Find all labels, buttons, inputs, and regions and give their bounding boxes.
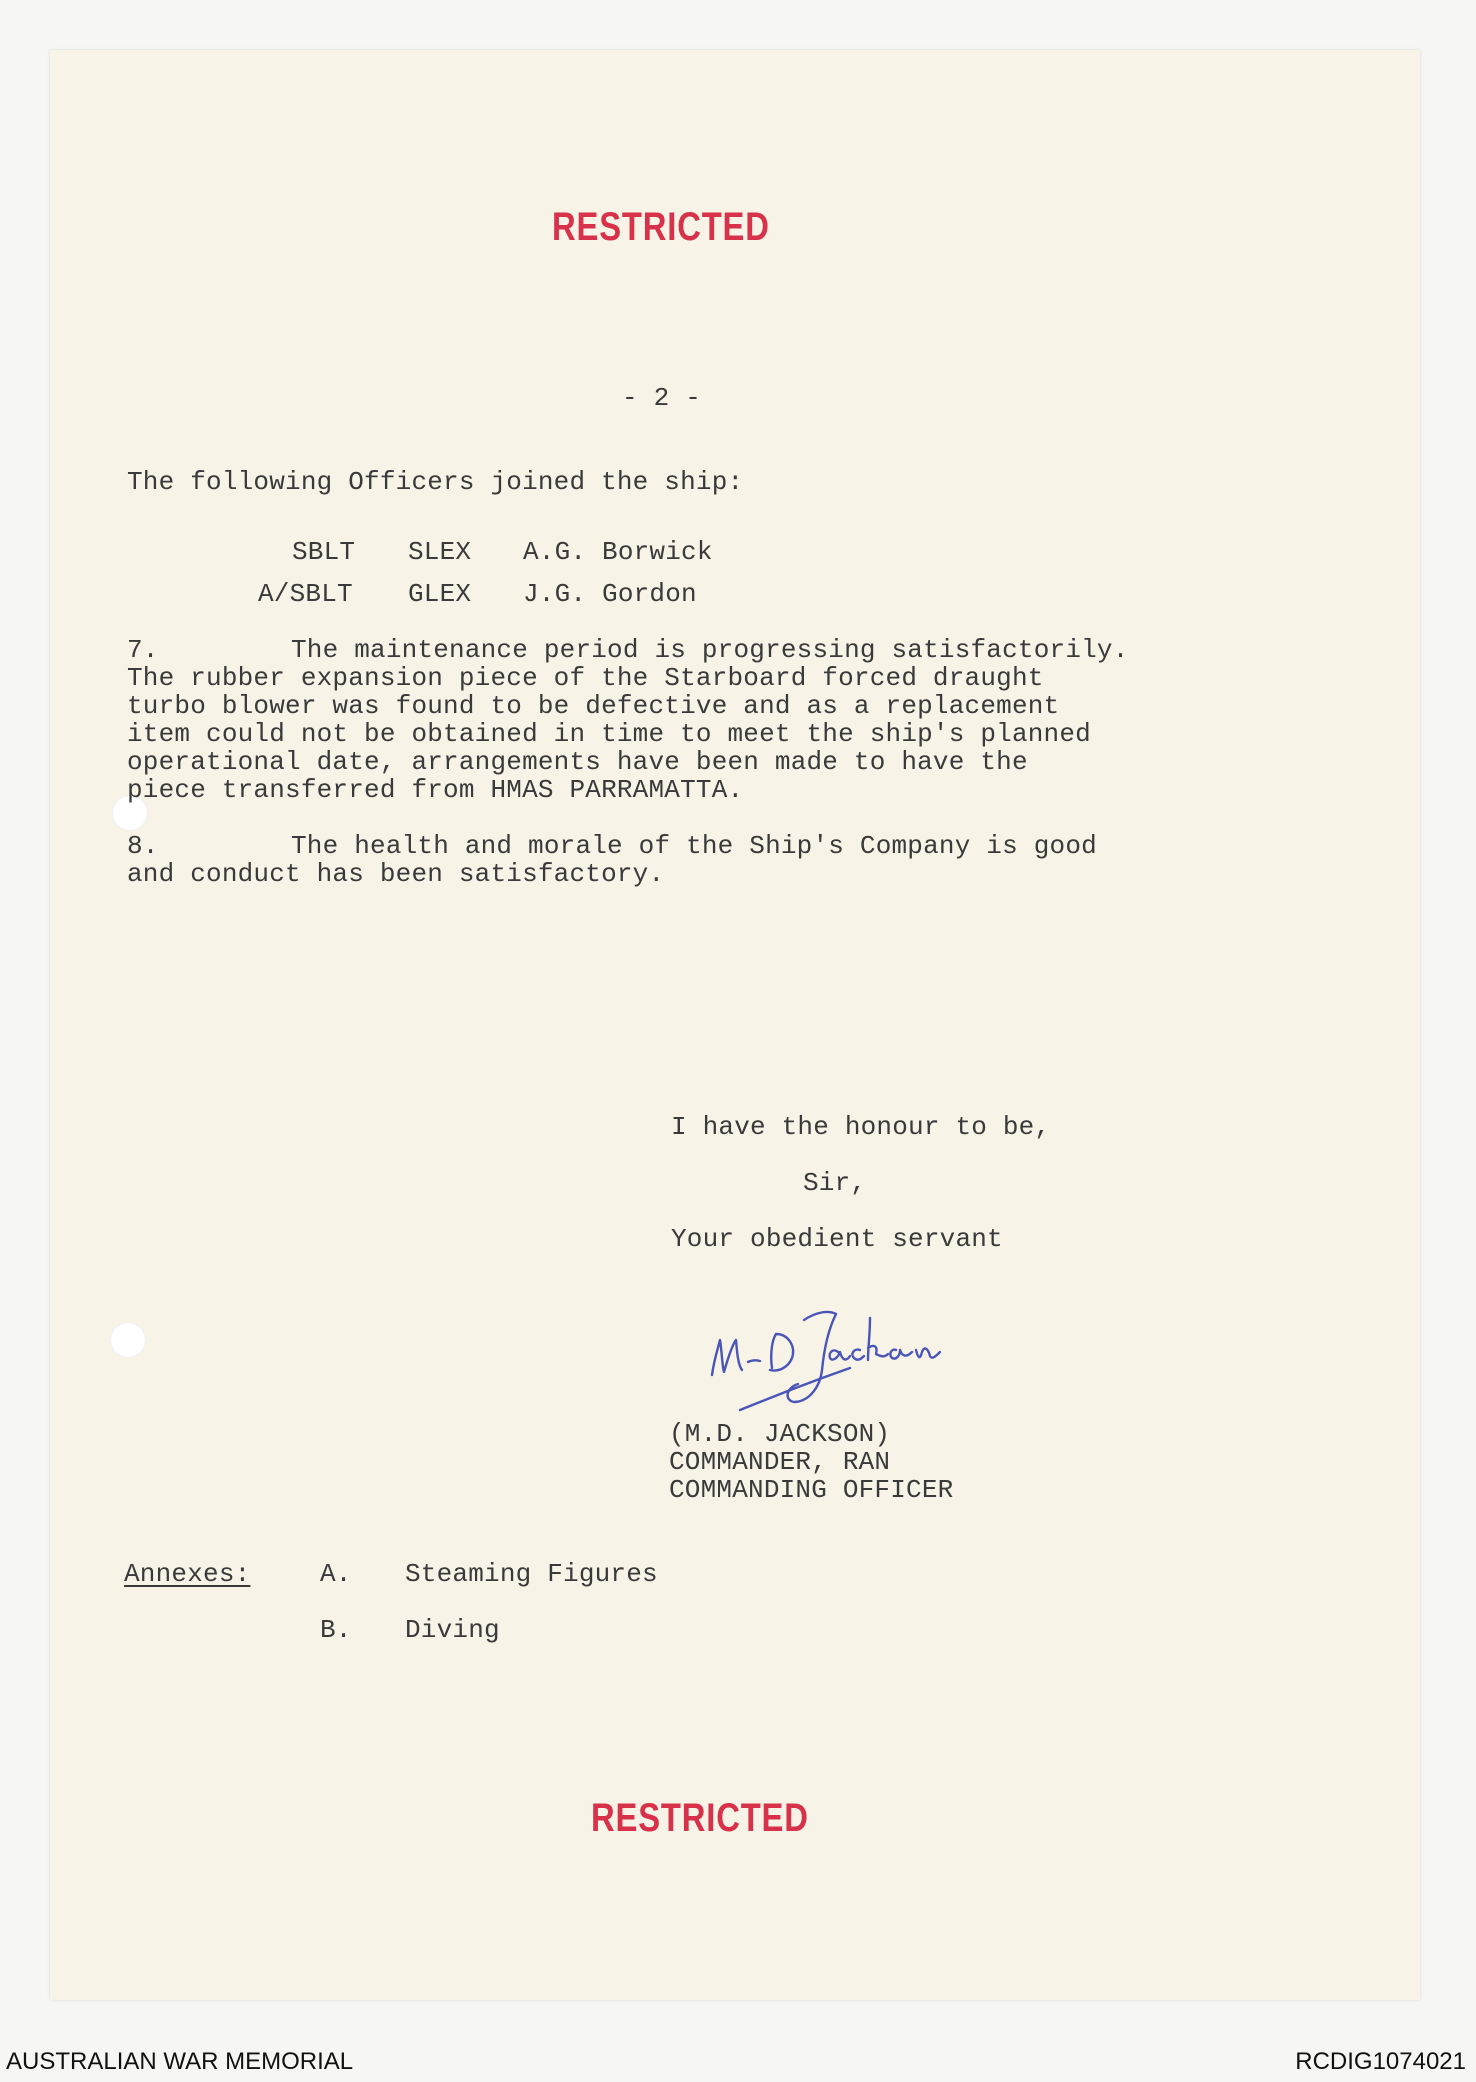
annex-letter: B. bbox=[320, 1615, 352, 1645]
handwritten-signature bbox=[700, 1290, 970, 1430]
signatory-name: (M.D. JACKSON) bbox=[669, 1419, 891, 1449]
paragraph-7-line: The maintenance period is progressing satisfactorily. bbox=[291, 635, 1129, 665]
restricted-stamp-top: RESTRICTED bbox=[552, 205, 770, 249]
page-number: - 2 - bbox=[622, 383, 702, 413]
paragraph-8-number: 8. bbox=[127, 831, 159, 861]
closing-line-1: I have the honour to be, bbox=[671, 1112, 1051, 1142]
paragraph-7-line: The rubber expansion piece of the Starboard forced draught bbox=[127, 663, 1044, 693]
restricted-stamp-bottom: RESTRICTED bbox=[591, 1796, 809, 1840]
footer-archive-name: AUSTRALIAN WAR MEMORIAL bbox=[6, 2048, 354, 2075]
paragraph-8-line: and conduct has been satisfactory. bbox=[127, 859, 665, 889]
officers-intro: The following Officers joined the ship: bbox=[127, 467, 744, 497]
paragraph-7-number: 7. bbox=[127, 635, 159, 665]
closing-line-3: Your obedient servant bbox=[671, 1224, 1003, 1254]
signatory-title: COMMANDING OFFICER bbox=[669, 1475, 954, 1505]
closing-line-2: Sir, bbox=[803, 1168, 867, 1198]
paragraph-7-line: operational date, arrangements have been made to have the bbox=[127, 747, 1028, 777]
officer-rank: A/SBLT bbox=[258, 579, 353, 609]
punch-hole-bottom bbox=[110, 1322, 146, 1358]
signatory-rank: COMMANDER, RAN bbox=[669, 1447, 891, 1477]
paragraph-7-line: item could not be obtained in time to meet the ship's planned bbox=[127, 719, 1091, 749]
paragraph-7-line: turbo blower was found to be defective and as a replacement bbox=[127, 691, 1060, 721]
annex-title: Diving bbox=[405, 1615, 500, 1645]
document-page bbox=[50, 50, 1420, 2000]
footer-record-id: RCDIG1074021 bbox=[1295, 2048, 1466, 2075]
paragraph-8-line: The health and morale of the Ship's Company is good bbox=[291, 831, 1097, 861]
officer-name: J.G. Gordon bbox=[523, 579, 697, 609]
officer-branch: GLEX bbox=[408, 579, 472, 609]
annexes-label: Annexes: bbox=[124, 1559, 251, 1589]
officer-branch: SLEX bbox=[408, 537, 472, 567]
annex-title: Steaming Figures bbox=[405, 1559, 658, 1589]
officer-rank: SBLT bbox=[292, 537, 356, 567]
paragraph-7-line: piece transferred from HMAS PARRAMATTA. bbox=[127, 775, 744, 805]
officer-name: A.G. Borwick bbox=[523, 537, 713, 567]
annex-letter: A. bbox=[320, 1559, 352, 1589]
